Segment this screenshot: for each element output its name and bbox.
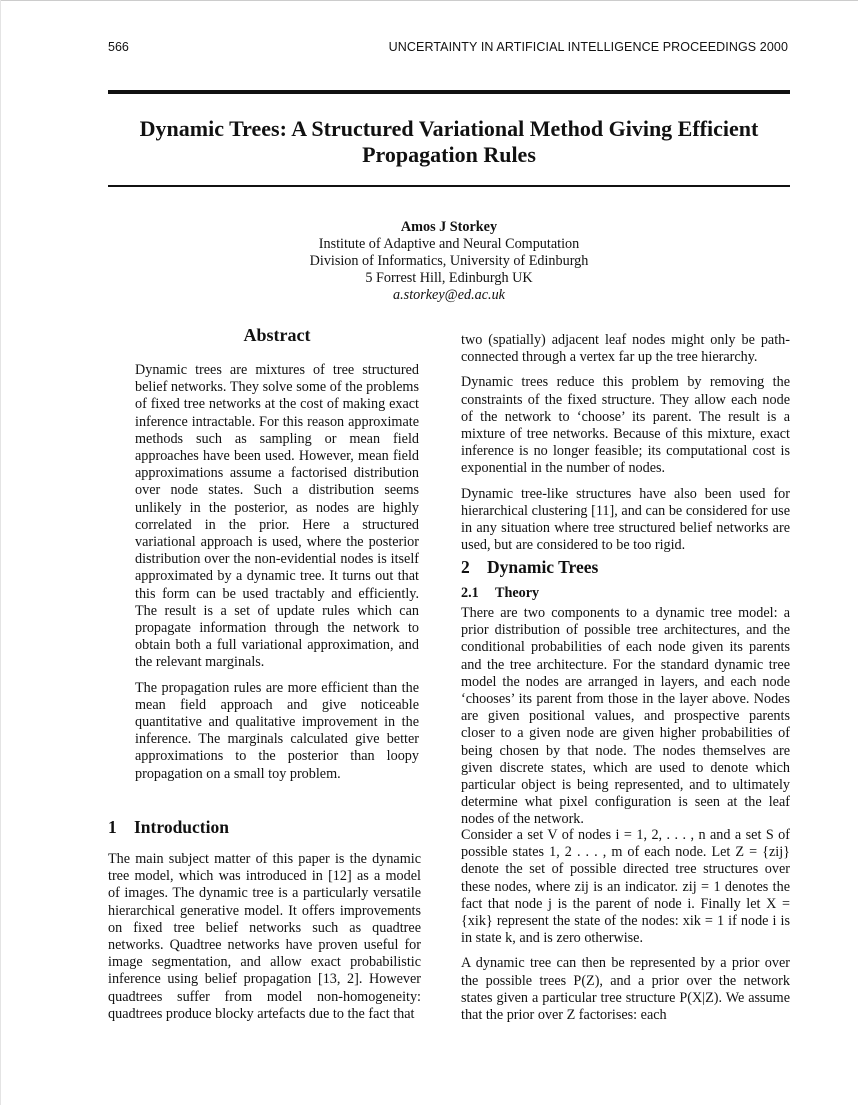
body-paragraph: There are two components to a dynamic tree model: a prior distribution of possible tree architectures, and the conditional probabilities of each node given its parents and the tree architecture. For the standard dynamic tree model the nodes are arranged in layers, and each node ‘chooses’ its parent from those in the layer above. Nodes are given positional values, and prospective parents closer to a given node are given higher probabilities of being chosen by that node. The nodes themselves are given discrete states, which are used to denote which particular object is being represented, and to ultimately determine what pixel configuration is seen at the leaf nodes of the network. bbox=[461, 605, 790, 828]
section-title: Introduction bbox=[134, 817, 229, 837]
affiliation-line: Institute of Adaptive and Neural Computation bbox=[318, 236, 580, 252]
intro-paragraph: The main subject matter of this paper is the dynamic tree model, which was introduced in [12] as a model of images. The dynamic tree is a particularly versatile hierarchical generative model. It offers improvements on fixed tree belief networks such as quadtree networks. Quadtree networks have proven useful for image segmentation, and allow exact probabilistic inference using belief propagation [13, 2]. However quadtrees suffer from model non-homogeneity: quadtrees produce blocky artefacts due to the fact that bbox=[108, 851, 421, 1022]
affiliation-line: 5 Forrest Hill, Edinburgh UK bbox=[365, 270, 533, 286]
page-top-edge bbox=[0, 0, 858, 1]
title-top-rule bbox=[108, 90, 790, 94]
page-left-edge bbox=[0, 0, 1, 1105]
body-paragraph: Dynamic trees reduce this problem by removing the constraints of the fixed structure. They allow each node of the network to ‘choose’ its parent. The result is a mixture of tree networks. Because of this mixture, exact inference is no longer feasible; its computational cost is exponential in the number of nodes. bbox=[461, 374, 790, 477]
author-block bbox=[250, 219, 648, 304]
body-paragraph: two (spatially) adjacent leaf nodes might only be path-connected through a vertex far up the tree hierarchy. bbox=[461, 332, 790, 366]
section-number: 2 bbox=[461, 557, 470, 577]
affiliation-line: Division of Informatics, University of Edinburgh bbox=[309, 253, 589, 269]
running-header bbox=[108, 40, 788, 58]
theory-body-continued bbox=[461, 827, 790, 1032]
journal-title: UNCERTAINTY IN ARTIFICIAL INTELLIGENCE PROCEEDINGS 2000 bbox=[388, 40, 788, 54]
title-bottom-rule bbox=[108, 185, 790, 187]
section-1-heading bbox=[108, 817, 229, 838]
subsection-2-1-heading bbox=[461, 585, 539, 602]
body-paragraph: Consider a set V of nodes i = 1, 2, . . . , n and a set S of possible states 1, 2 . . . , m of each node. Let Z = {zij} denote the set of possible directed tree structures over these nodes, where zij is an indicator. zij = 1 denotes the fact that node j is the parent of node i. Finally let X = {xik} represent the state of the nodes: xik = 1 if node i is in state k, and is zero otherwise. bbox=[461, 827, 790, 947]
section-number: 1 bbox=[108, 817, 117, 837]
abstract-heading: Abstract bbox=[243, 325, 311, 345]
body-paragraph: Dynamic tree-like structures have also been used for hierarchical clustering [11], and can be considered for use in any situation where tree structured belief networks are used, but are considered to be too rigid. bbox=[461, 485, 790, 554]
author-name: Amos J Storkey bbox=[400, 219, 498, 235]
subsection-number: 2.1 bbox=[461, 585, 479, 601]
title-line-1: Dynamic Trees: A Structured Variational Method Giving Efficient bbox=[139, 116, 759, 141]
section-2-heading bbox=[461, 557, 598, 578]
theory-body bbox=[461, 605, 790, 837]
page-number: 566 bbox=[108, 40, 129, 54]
title-line-2: Propagation Rules bbox=[362, 142, 536, 167]
abstract-paragraph: Dynamic trees are mixtures of tree structured belief networks. They solve some of the problems of fixed tree networks at the cost of making exact inference intractable. For this reason approximate methods such as sampling or mean field approaches have been used. However, mean field approximations assume a factorised distribution over node states. Such a distribution seems unlikely in the posterior, as nodes are highly correlated in the prior. Here a structured variational approach is used, where the posterior distribution over the non-evidential nodes is itself approximated by a dynamic tree. It turns out that this form can be used tractably and efficiently. The result is a set of update rules which can propagate information through the network to obtain both a full variational approximation, and the relevant marginals. bbox=[135, 362, 419, 671]
paper-title bbox=[100, 116, 798, 168]
intro-body bbox=[108, 851, 421, 1031]
abstract-body bbox=[135, 362, 419, 791]
subsection-title: Theory bbox=[495, 585, 540, 601]
author-email: a.storkey@ed.ac.uk bbox=[393, 287, 505, 303]
body-paragraph: A dynamic tree can then be represented by a prior over the possible trees P(Z), and a prior over the network states given a particular tree structure P(X|Z). We assume that the prior over Z factorises: each bbox=[461, 955, 790, 1024]
right-column-intro-continued bbox=[461, 332, 790, 562]
abstract-paragraph: The propagation rules are more efficient than the mean field approach and give noticeable quantitative and qualitative improvement in the inference. The marginals calculated give better approximations to the posterior than loopy propagation on a small toy problem. bbox=[135, 679, 419, 782]
section-title: Dynamic Trees bbox=[487, 557, 599, 577]
